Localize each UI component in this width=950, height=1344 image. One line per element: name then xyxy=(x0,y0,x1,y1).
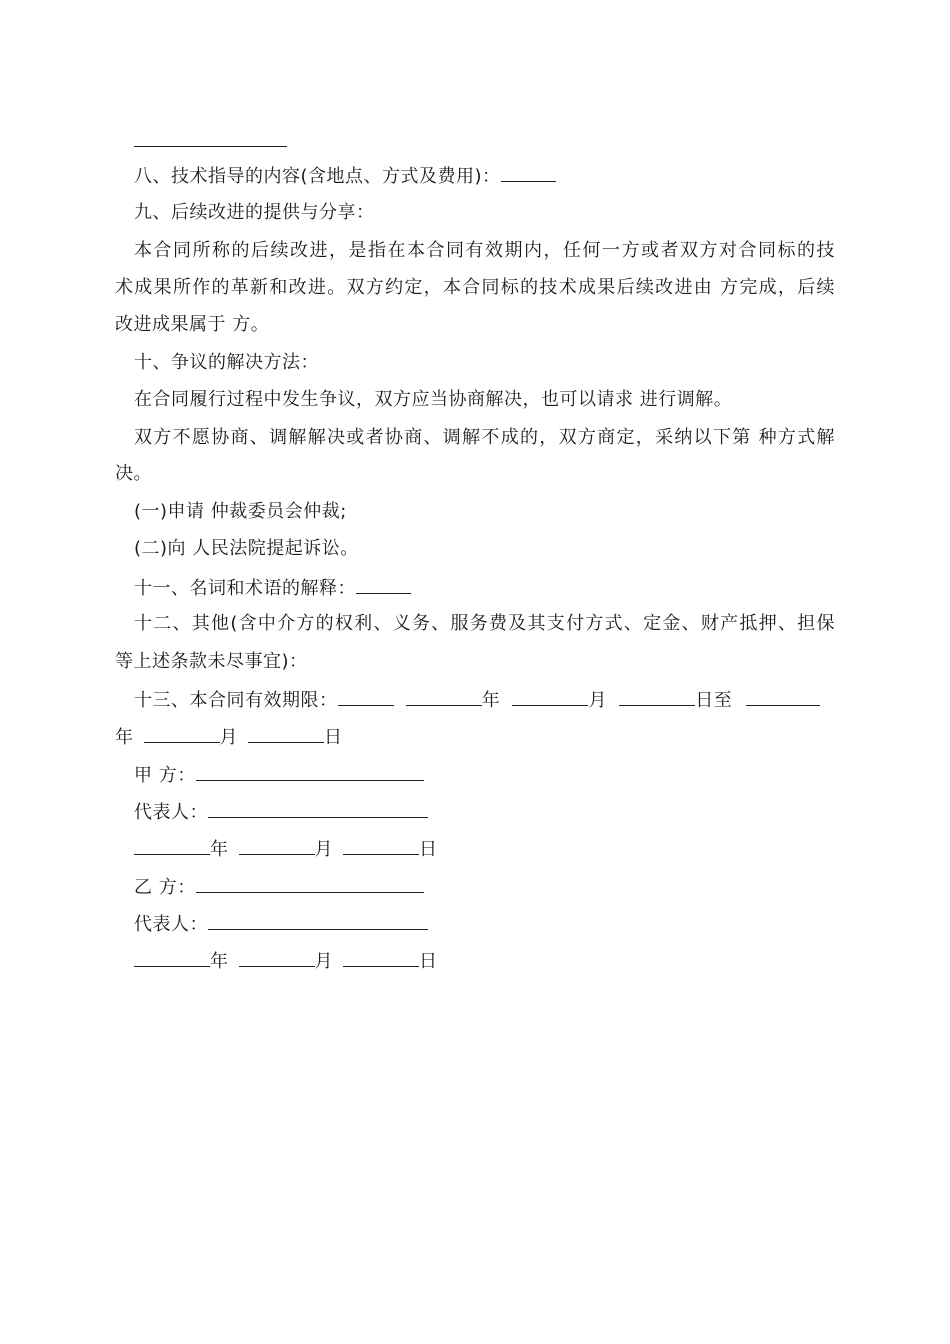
clause-9-paragraph-line-3: 改进成果属于 方。 xyxy=(115,314,270,335)
month-label: 月 xyxy=(314,951,333,972)
year-label: 年 xyxy=(210,839,229,860)
start-year-field[interactable] xyxy=(406,687,482,706)
day-label: 日 xyxy=(419,839,438,860)
rep-b-label: 代表人： xyxy=(134,914,208,935)
option-arbitration: (一)申请 仲裁委员会仲裁; xyxy=(134,501,347,522)
clause-11 xyxy=(134,575,411,601)
year-label: 年 xyxy=(210,951,229,972)
clause-11-text: 十一、名词和术语的解释： xyxy=(134,578,356,599)
rep-a-row xyxy=(134,799,428,825)
clause-9-paragraph-line-2: 术成果所作的革新和改进。双方约定，本合同标的技术成果后续改进由 方完成，后续 xyxy=(115,277,835,298)
party-b-year-field[interactable] xyxy=(134,948,210,967)
end-day-field[interactable] xyxy=(248,724,324,743)
day-to-label: 日至 xyxy=(695,690,733,711)
party-a-row xyxy=(134,762,424,788)
party-b-label: 乙 方： xyxy=(134,877,196,898)
end-year-field[interactable] xyxy=(746,687,820,706)
party-a-field[interactable] xyxy=(196,762,424,781)
end-month-field[interactable] xyxy=(144,724,220,743)
party-b-date-row xyxy=(134,948,438,974)
party-b-field[interactable] xyxy=(196,874,424,893)
rep-a-label: 代表人： xyxy=(134,802,208,823)
clause-12-line-2: 等上述条款未尽事宜)： xyxy=(115,651,308,672)
clause-9-paragraph-line-1: 本合同所称的后续改进，是指在本合同有效期内，任何一方或者双方对合同标的技 xyxy=(134,240,835,261)
fill-in-blank-line xyxy=(134,146,287,147)
clause-13-continued xyxy=(115,724,343,750)
month-label: 月 xyxy=(314,839,333,860)
rep-b-row xyxy=(134,911,428,937)
party-a-month-field[interactable] xyxy=(239,836,315,855)
day-label: 日 xyxy=(419,951,438,972)
blank-field[interactable] xyxy=(356,575,411,594)
party-a-label: 甲 方： xyxy=(134,765,196,786)
clause-10-paragraph-1: 在合同履行过程中发生争议，双方应当协商解决，也可以请求 进行调解。 xyxy=(134,389,733,410)
party-b-month-field[interactable] xyxy=(239,948,315,967)
rep-a-field[interactable] xyxy=(208,799,428,818)
start-month-field[interactable] xyxy=(512,687,588,706)
day-label: 日 xyxy=(324,727,343,748)
blank-field[interactable] xyxy=(338,687,394,706)
start-day-field[interactable] xyxy=(619,687,695,706)
clause-10-paragraph-2-line-2: 决。 xyxy=(115,463,152,484)
clause-9-heading: 九、后续改进的提供与分享： xyxy=(134,202,375,223)
clause-8-text: 八、技术指导的内容(含地点、方式及费用)： xyxy=(134,166,501,187)
clause-10-paragraph-2-line-1: 双方不愿协商、调解解决或者协商、调解不成的，双方商定，采纳以下第 种方式解 xyxy=(134,427,835,448)
month-label: 月 xyxy=(219,727,238,748)
year-label: 年 xyxy=(115,727,134,748)
year-label: 年 xyxy=(481,690,501,711)
clause-8 xyxy=(134,163,556,189)
clause-12-line-1: 十二、其他(含中介方的权利、义务、服务费及其支付方式、定金、财产抵押、担保 xyxy=(134,613,835,634)
party-a-year-field[interactable] xyxy=(134,836,210,855)
blank-field[interactable] xyxy=(501,163,556,182)
month-label: 月 xyxy=(588,690,607,711)
rep-b-field[interactable] xyxy=(208,911,428,930)
party-b-row xyxy=(134,874,424,900)
party-a-day-field[interactable] xyxy=(343,836,419,855)
option-litigation: (二)向 人民法院提起诉讼。 xyxy=(134,538,359,559)
party-a-date-row xyxy=(134,836,438,862)
clause-13 xyxy=(134,687,820,713)
clause-13-text: 十三、本合同有效期限： xyxy=(134,690,338,711)
clause-10-heading: 十、争议的解决方法： xyxy=(134,352,319,373)
party-b-day-field[interactable] xyxy=(343,948,419,967)
